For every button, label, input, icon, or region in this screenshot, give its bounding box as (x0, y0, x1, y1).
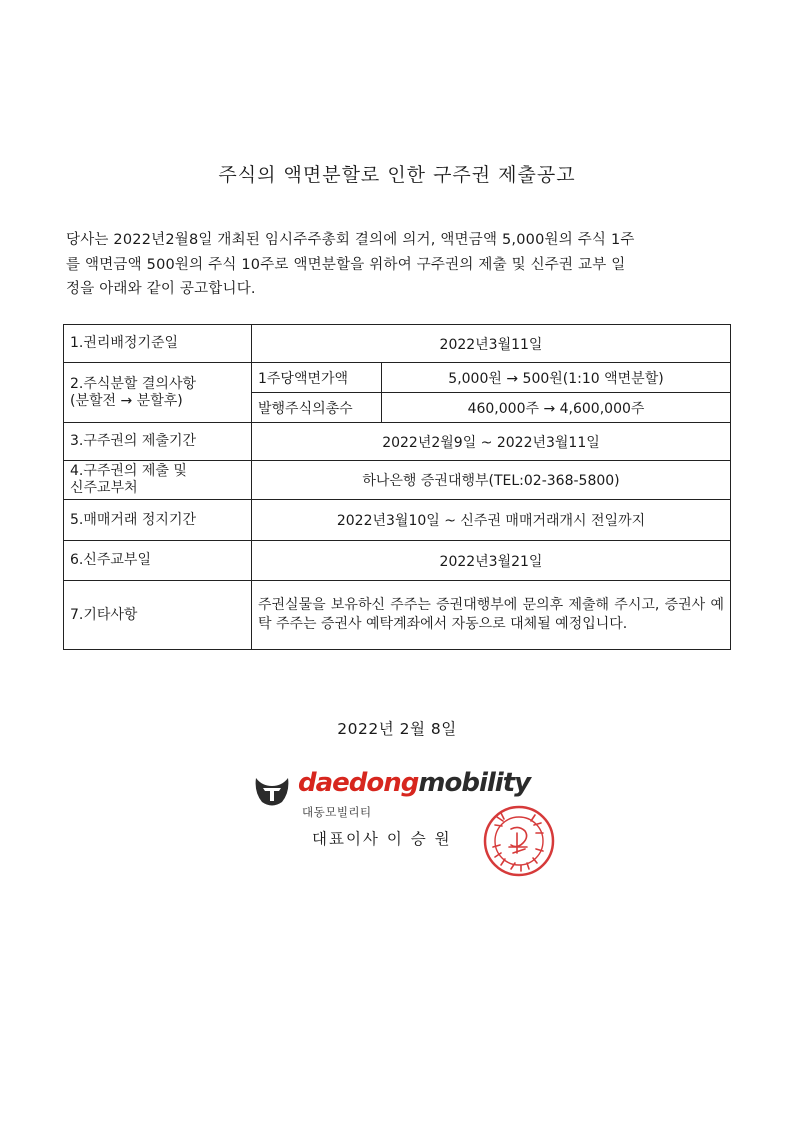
intro-paragraph (66, 228, 730, 302)
logo-subtitle: 대동모빌리티 (302, 805, 372, 819)
page-title: 주식의 액면분할로 인한 구주권 제출공고 (218, 164, 576, 186)
row-value-submission-period: 2022년2월9일 ~ 2022년3월11일 (252, 423, 731, 461)
label-line: 4.구주권의 제출 및 (70, 463, 187, 479)
row-value-submission-place: 하나은행 증권대행부(TEL:02-368-5800) (252, 461, 731, 500)
sub-value-par-value: 5,000원 → 500원(1:10 액면분할) (382, 363, 731, 393)
table-row (64, 581, 731, 650)
sub-label-par-value: 1주당액면가액 (252, 363, 382, 393)
daedong-bull-mark-icon (252, 772, 292, 808)
row-value-record-date: 2022년3월11일 (252, 325, 731, 363)
label-line: 2.주식분할 결의사항 (70, 375, 196, 392)
row-label-record-date: 1.권리배정기준일 (64, 325, 252, 363)
intro-line: 당사는 2022년2월8일 개최된 임시주주총회 결의에 의거, 액면금액 5,000원의 주식 1주 (66, 232, 635, 248)
row-label-delivery-date: 6.신주교부일 (64, 541, 252, 581)
sub-value-total-shares: 460,000주 → 4,600,000주 (382, 393, 731, 423)
table-row (64, 325, 731, 363)
table-row (64, 363, 731, 393)
table-row (64, 541, 731, 581)
label-line: 신주교부처 (70, 480, 138, 496)
schedule-table (63, 324, 731, 650)
label-line: (분할전 → 분할후) (70, 392, 183, 409)
intro-line: 정을 아래와 같이 공고합니다. (66, 281, 256, 297)
table-row (64, 500, 731, 541)
row-label-trading-halt: 5.매매거래 정지기간 (64, 500, 252, 541)
intro-line: 를 액면금액 500원의 주식 10주로 액면분할을 위하여 구주권의 제출 및 신주권 교부 일 (66, 256, 626, 273)
row-value-other: 주권실물을 보유하신 주주는 증권대행부에 문의후 제출해 주시고, 증권사 예탁 주주는 증권사 예탁계좌에서 자동으로 대체될 예정입니다. (252, 581, 731, 650)
logo-word-mobility: mobility (418, 768, 531, 798)
table-row (64, 423, 731, 461)
row-value-delivery-date: 2022년3월21일 (252, 541, 731, 581)
ceo-name: 대표이사 이 승 원 (312, 830, 452, 848)
notice-date: 2022년 2월 8일 (337, 720, 457, 738)
red-company-seal-icon (481, 803, 557, 879)
sub-label-total-shares: 발행주식의총수 (252, 393, 382, 423)
row-label-submission-period: 3.구주권의 제출기간 (64, 423, 252, 461)
logo-wordmark (298, 768, 530, 798)
row-label-other: 7.기타사항 (64, 581, 252, 650)
row-label-split-resolution (64, 363, 252, 423)
logo-word-daedong: daedong (298, 768, 419, 798)
table-row (64, 461, 731, 500)
row-label-submission-place (64, 461, 252, 500)
row-value-trading-halt: 2022년3월10일 ~ 신주권 매매거래개시 전일까지 (252, 500, 731, 541)
